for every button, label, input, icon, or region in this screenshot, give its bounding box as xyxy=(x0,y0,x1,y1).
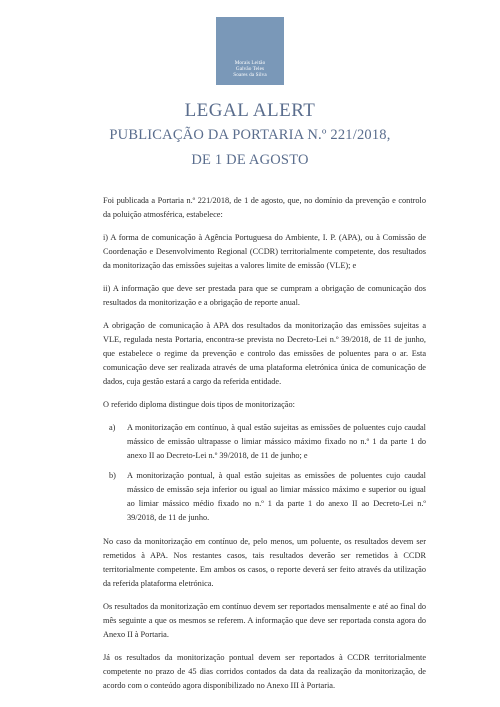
list-marker: a) xyxy=(109,423,116,432)
document-title: LEGAL ALERT xyxy=(184,100,316,121)
monitoring-types-list xyxy=(103,421,426,525)
list-item xyxy=(103,421,426,463)
document-body xyxy=(103,194,426,702)
list-item xyxy=(103,469,426,525)
body-paragraph: A obrigação de comunicação à APA dos resultados da monitorização das emissões sujeitas a VLE, regulada nesta Portaria, encontra-se prevista no Decreto-Lei n.º 39/2018, de 11 de junho, que estabelece o regime da prevenção e controlo das emissões de poluentes para o ar. Esta comunicação deve ser realizada através de uma plataforma eletrónica única de comunicação de dados, cuja gestão estará a cargo da referida entidade. xyxy=(103,321,426,386)
list-marker: b) xyxy=(109,471,116,480)
body-paragraph: ii) A informação que deve ser prestada para que se cumpram a obrigação de comunicação dos resultados da monitorização e a obrigação de reporte anual. xyxy=(103,284,426,307)
logo-line: Soares da Silva xyxy=(233,72,267,78)
body-paragraph: i) A forma de comunicação à Agência Portuguesa do Ambiente, I. P. (APA), ou à Comissão de Coordenação e Desenvolvimento Regional (CCDR) territorialmente competente, dos resultados da monitorização das emissões sujeitas a valores limite de emissão (VLE); e xyxy=(103,233,426,270)
body-paragraph: Foi publicada a Portaria n.º 221/2018, de 1 de agosto, que, no domínio da prevenção e controlo da poluição atmosférica, estabelece: xyxy=(103,196,426,219)
body-paragraph: Já os resultados da monitorização pontual devem ser reportados à CCDR territorialmente competente no prazo de 45 dias corridos contados da data da realização da monitorização, de acordo com o conteúdo agora disponibilizado no Anexo III à Portaria. xyxy=(103,653,426,690)
list-item-text: A monitorização em contínuo, à qual estão sujeitas as emissões de poluentes cujo caudal mássico de emissão ultrapasse o limiar mássico máximo fixado no n.º 1 da parte 1 do anexo II ao Decreto-Lei n.º 39/2018, de 11 de junho; e xyxy=(127,423,426,460)
logo-line: Morais Leitão xyxy=(234,60,266,66)
body-paragraph: O referido diploma distingue dois tipos de monitorização: xyxy=(103,400,295,409)
list-item-text: A monitorização pontual, à qual estão sujeitas as emissões de poluentes cujo caudal mássico de emissão seja inferior ou igual ao limiar mássico máximo e superior ou igual ao limiar mássico médio fixado no n.º 1 da parte 1 do anexo II ao Decreto-Lei n.º 39/2018, de 11 de junho. xyxy=(127,471,426,522)
logo-line: Galvão Teles xyxy=(235,66,265,72)
document-subtitle-line-2: DE 1 DE AGOSTO xyxy=(191,152,309,168)
body-paragraph: No caso da monitorização em contínuo de, pelo menos, um poluente, os resultados devem ser remetidos à APA. Nos restantes casos, tais resultados deverão ser remetidos à CCDR territorialmente competente. Em ambos os casos, o reporte deverá ser feito através da utilização da referida plataforma eletrónica. xyxy=(103,537,426,588)
body-paragraph: Os resultados da monitorização em contínuo devem ser reportados mensalmente e até ao final do mês seguinte a que os mesmos se referem. A informação que deve ser reportada consta agora do Anexo II à Portaria. xyxy=(103,602,426,639)
firm-logo xyxy=(216,17,284,85)
document-subtitle-line-1: PUBLICAÇÃO DA PORTARIA N.º 221/2018, xyxy=(109,127,391,143)
